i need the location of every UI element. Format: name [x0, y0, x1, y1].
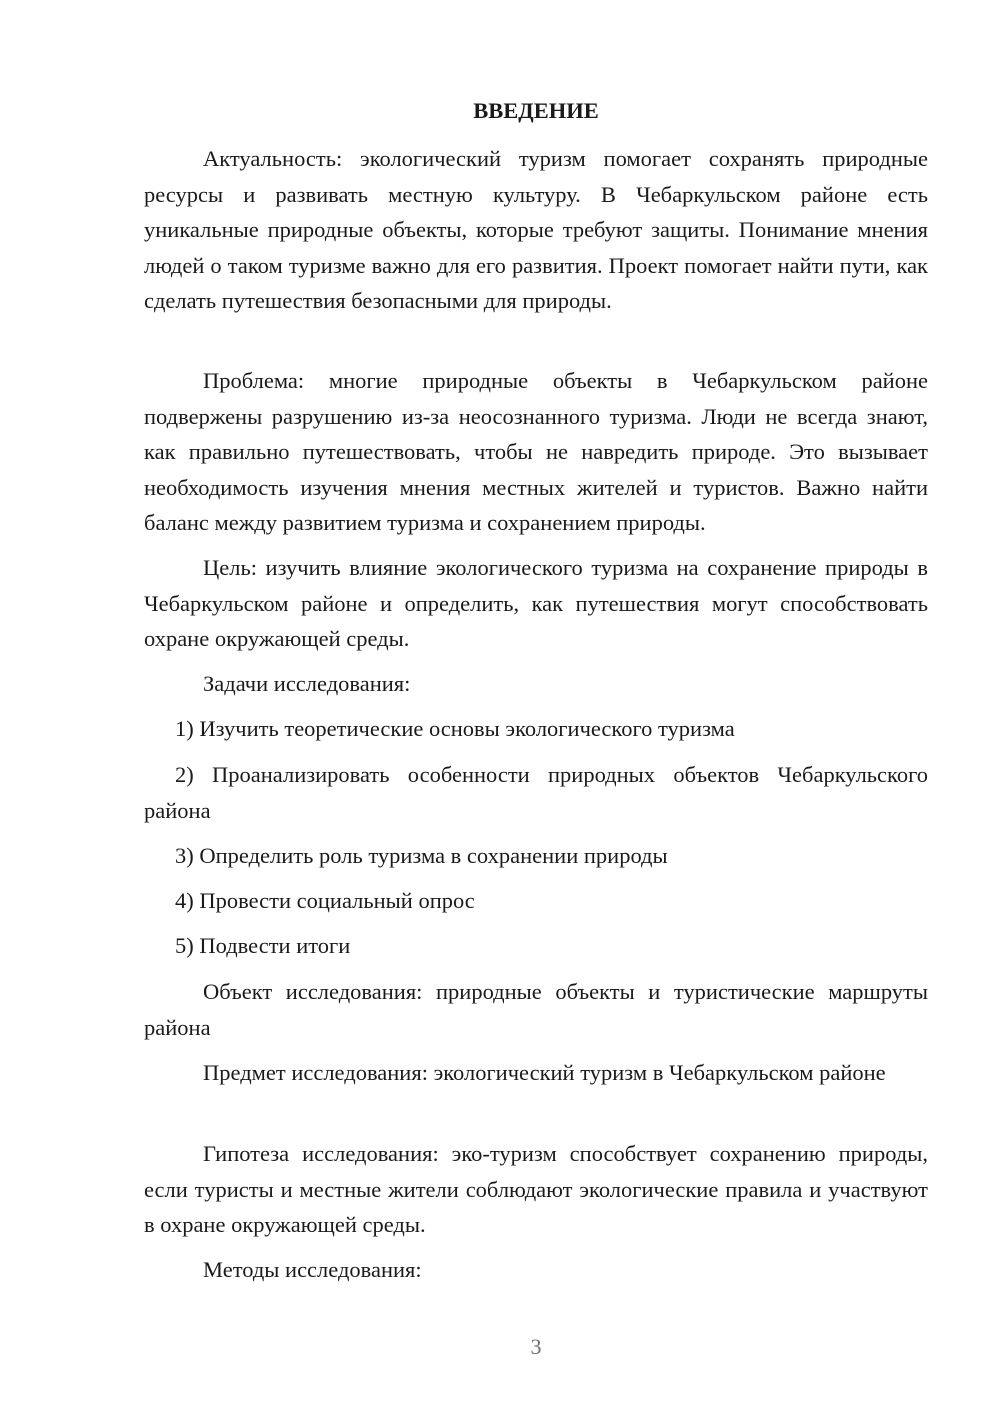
subject-paragraph: Предмет исследования: экологический туризм в Чебаркульском районе [203, 1060, 886, 1085]
relevance-paragraph: Актуальность: экологический туризм помогает сохранять природные ресурсы и развивать местную культуру. В Чебаркульском районе есть уникальные природные объекты, которые требуют защиты. Понимание мнения людей о таком туризме важно для его развития. Проект помогает найти пути, как сделать путешествия безопасными для природы. [144, 146, 928, 313]
task-item-3: 3) Определить роль туризма в сохранении природы [175, 843, 668, 868]
task-item-5: 5) Подвести итоги [175, 933, 351, 958]
methods-heading: Методы исследования: [203, 1257, 422, 1282]
problem-paragraph: Проблема: многие природные объекты в Чебаркульском районе подвержены разрушению из-за неосознанного туризма. Люди не всегда знают, как правильно путешествовать, чтобы не навредить природе. Это вызывает необходимость изучения мнения местных жителей и туристов. Важно найти баланс между развитием туризма и сохранением природы. [144, 368, 928, 535]
tasks-heading: Задачи исследования: [203, 671, 411, 696]
task-item-4: 4) Провести социальный опрос [175, 888, 475, 913]
task-item-1: 1) Изучить теоретические основы экологического туризма [175, 716, 735, 741]
goal-paragraph: Цель: изучить влияние экологического туризма на сохранение природы в Чебаркульском районе и определить, как путешествия могут способствовать охране окружающей среды. [144, 555, 928, 651]
object-paragraph: Объект исследования: природные объекты и туристические маршруты района [144, 979, 928, 1040]
hypothesis-paragraph: Гипотеза исследования: эко-туризм способствует сохранению природы, если туристы и местные жители соблюдают экологические правила и участвуют в охране окружающей среды. [144, 1141, 928, 1237]
page-title: ВВЕДЕНИЕ [473, 98, 599, 123]
page-number: 3 [530, 1334, 542, 1359]
task-item-2: 2) Проанализировать особенности природных объектов Чебаркульского района [144, 762, 928, 823]
